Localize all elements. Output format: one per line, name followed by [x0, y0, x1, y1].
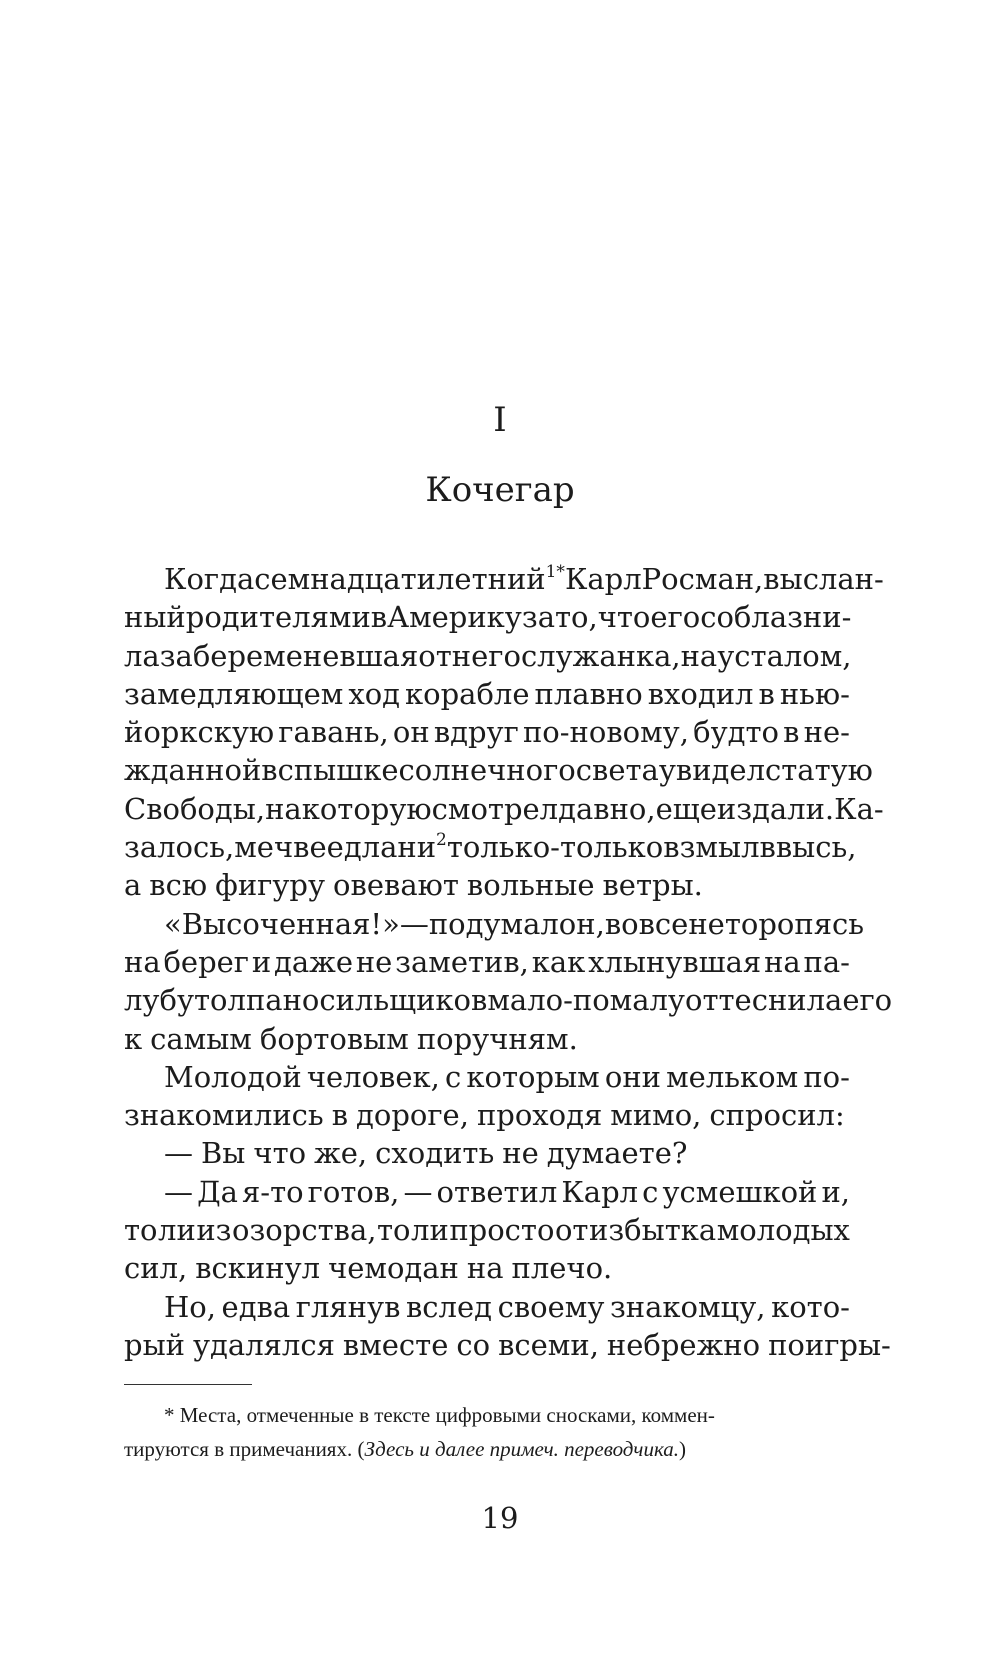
word: с	[642, 1174, 659, 1209]
word: они	[604, 1059, 661, 1094]
word: Но,	[164, 1289, 216, 1324]
word: увидел	[658, 753, 765, 788]
word: служанка,	[520, 638, 681, 673]
word: Карл	[564, 562, 642, 596]
word: самым	[150, 1021, 252, 1056]
word: семнадцатилетний$^{1*}$	[254, 562, 565, 596]
word: просто	[449, 1213, 555, 1248]
word: плавно	[534, 676, 643, 711]
word: Да	[197, 1174, 238, 1209]
word: на	[764, 944, 801, 979]
word: забеременевшая	[159, 638, 419, 673]
word: в	[783, 715, 800, 750]
word: солнечного	[398, 753, 576, 788]
footnote-reference: 1*	[545, 562, 565, 582]
word: Молодой	[164, 1059, 302, 1094]
word: ли	[158, 1213, 196, 1248]
word: выслан-	[763, 562, 884, 596]
text-line	[124, 943, 850, 981]
word: давно,	[558, 791, 656, 826]
word: хлынувшая	[588, 944, 762, 979]
text-line	[124, 866, 850, 904]
word: и,	[821, 1174, 850, 1209]
word: как	[531, 944, 586, 979]
word: всю	[149, 868, 208, 903]
word: едва	[221, 1289, 291, 1324]
word: не	[502, 1136, 539, 1171]
word: будто	[693, 715, 779, 750]
word: залось,	[124, 830, 235, 865]
word: проходя	[476, 1098, 603, 1133]
word: Вы	[201, 1136, 246, 1171]
word: готов,	[307, 1174, 400, 1209]
word: поручням.	[416, 1021, 578, 1056]
word: я-то	[242, 1174, 304, 1209]
footnote-line	[124, 1432, 850, 1466]
word: сходить	[375, 1136, 495, 1171]
footnote	[124, 1398, 850, 1466]
word: по-	[803, 1059, 850, 1094]
word: которым	[466, 1059, 600, 1094]
footnote-reference: 2	[436, 830, 447, 851]
word: меч	[234, 830, 294, 865]
word: плечо.	[511, 1251, 613, 1286]
text-line	[124, 1173, 850, 1211]
word: сил,	[124, 1251, 188, 1286]
word: торопясь	[724, 906, 865, 941]
word: и	[251, 944, 272, 979]
word: ее	[309, 830, 344, 865]
word: за	[521, 600, 555, 635]
word: его	[650, 600, 701, 635]
word: нью-	[779, 676, 850, 711]
text-line	[124, 1326, 891, 1364]
word: то	[124, 1213, 158, 1248]
text-line	[124, 1134, 850, 1172]
word: —	[403, 1174, 433, 1209]
word: издали.	[716, 791, 835, 826]
word: взмыл	[663, 830, 760, 865]
word: в	[331, 1098, 349, 1133]
word: думаете?	[546, 1136, 688, 1171]
word: Америку	[387, 600, 522, 635]
word: ла	[124, 638, 160, 673]
word: человек,	[306, 1059, 440, 1094]
chapter-number: I	[493, 400, 507, 440]
word: на	[466, 1251, 504, 1286]
word: вдруг	[433, 715, 519, 750]
text-line	[124, 598, 850, 636]
word: —	[164, 1136, 193, 1171]
word: фигуру	[215, 868, 326, 903]
word: от	[418, 638, 452, 673]
word: смотрел	[431, 791, 559, 826]
word: в	[758, 676, 775, 711]
text-line	[124, 713, 850, 751]
word: же,	[314, 1136, 368, 1171]
word: на	[124, 944, 161, 979]
word: что	[597, 600, 651, 635]
word: знакомцу,	[609, 1289, 766, 1324]
word: па-	[803, 944, 850, 979]
text-line	[124, 981, 893, 1019]
word: с	[445, 1059, 462, 1094]
word: озорства,	[232, 1213, 377, 1248]
word: от	[554, 1213, 589, 1248]
footnote-italic-text: Здесь и далее примеч. переводчика.	[364, 1437, 679, 1461]
word: спросил:	[709, 1098, 845, 1133]
word: что	[253, 1136, 307, 1171]
text-line	[124, 751, 873, 789]
text-line	[124, 560, 884, 598]
text-line	[124, 828, 857, 866]
word: йоркскую	[124, 715, 275, 750]
chapter-title: Кочегар	[425, 470, 575, 510]
word: а	[124, 868, 142, 903]
text-line	[124, 1058, 850, 1096]
word: то,	[554, 600, 598, 635]
word: Ка-	[834, 791, 884, 826]
footnote-text: )	[679, 1437, 686, 1461]
word: —	[399, 906, 429, 941]
word: он,	[558, 906, 605, 941]
word: мало-помалу	[487, 983, 685, 1018]
word: него	[451, 638, 521, 673]
word: усмешкой	[662, 1174, 818, 1209]
word: статую	[765, 753, 873, 788]
word: Когда	[164, 562, 255, 596]
word: толпа	[194, 983, 283, 1018]
footnote-line: * Места, отмеченные в тексте цифровыми сносками, коммен-	[164, 1403, 715, 1427]
word: еще	[655, 791, 717, 826]
word: по-новому,	[522, 715, 689, 750]
word: даже	[274, 944, 353, 979]
word: на	[680, 638, 718, 673]
word: вслед	[405, 1289, 492, 1324]
text-line	[124, 637, 850, 675]
word: глянув	[295, 1289, 401, 1324]
word: Росман,	[641, 562, 764, 596]
text-line	[124, 1288, 850, 1326]
word: носильщиков	[282, 983, 488, 1018]
footnote-divider	[124, 1384, 252, 1385]
text-line	[124, 1096, 850, 1134]
word: жданной	[124, 753, 262, 788]
word: вскинул	[195, 1251, 321, 1286]
word: подумал	[428, 906, 559, 941]
word: «Высоченная!»	[164, 906, 400, 941]
text-line	[124, 1249, 850, 1287]
word: ответил	[436, 1174, 558, 1209]
word: не-	[803, 715, 850, 750]
word: к	[124, 1021, 143, 1056]
text-line	[124, 905, 865, 943]
text-line	[124, 1211, 850, 1249]
word: не	[355, 944, 393, 979]
word: вовсе	[604, 906, 689, 941]
word: знакомились	[124, 1098, 324, 1133]
footnote-text: тируются в примечаниях. (	[124, 1437, 365, 1461]
word: в	[293, 830, 310, 865]
word: чемодан	[328, 1251, 459, 1286]
word: оттеснила	[685, 983, 843, 1018]
page-number: 19	[481, 1501, 519, 1535]
word: в	[370, 600, 388, 635]
word: всеми,	[498, 1327, 599, 1362]
word: только-только	[446, 830, 664, 865]
word: вспышке	[261, 753, 399, 788]
word: ветры.	[602, 868, 703, 903]
word: небрежно	[606, 1327, 761, 1362]
word: Карл	[561, 1174, 639, 1209]
word: усталом,	[717, 638, 852, 673]
word: лубу	[124, 983, 195, 1018]
word: вместе	[342, 1327, 449, 1362]
word: удалялся	[192, 1327, 335, 1362]
word: на	[265, 791, 302, 826]
word: своему	[497, 1289, 605, 1324]
word: Свободы,	[124, 791, 266, 826]
word: бортовым	[259, 1021, 409, 1056]
word: соблазни-	[700, 600, 852, 635]
word: со	[456, 1327, 491, 1362]
text-line	[124, 790, 884, 828]
word: поигры-	[768, 1327, 891, 1362]
word: ввысь,	[759, 830, 857, 865]
word: родителями	[185, 600, 371, 635]
word: длани$^2$	[343, 830, 447, 865]
word: избытка	[589, 1213, 717, 1248]
word: корабле	[405, 676, 530, 711]
text-line	[124, 1020, 850, 1058]
text-line	[124, 675, 850, 713]
word: мимо,	[610, 1098, 702, 1133]
word: которую	[301, 791, 432, 826]
word: молодых	[716, 1213, 850, 1248]
word: мельком	[666, 1059, 799, 1094]
word: вольные	[466, 868, 595, 903]
word: из	[196, 1213, 232, 1248]
word: —	[164, 1174, 193, 1209]
word: входил	[647, 676, 754, 711]
word: света	[575, 753, 659, 788]
word: рый	[124, 1327, 185, 1362]
word: заметив,	[395, 944, 529, 979]
word: кото-	[771, 1289, 850, 1324]
word: дороге,	[356, 1098, 469, 1133]
word: то	[376, 1213, 411, 1248]
word: не	[688, 906, 725, 941]
body-text	[124, 560, 893, 1364]
word: ный	[124, 600, 186, 635]
word: овевают	[333, 868, 459, 903]
word: его	[842, 983, 893, 1018]
word: он	[392, 715, 430, 750]
word: гавань,	[278, 715, 389, 750]
word: ли	[411, 1213, 449, 1248]
word: берег	[163, 944, 249, 979]
word: замедляющем	[124, 676, 344, 711]
word: ход	[348, 676, 401, 711]
